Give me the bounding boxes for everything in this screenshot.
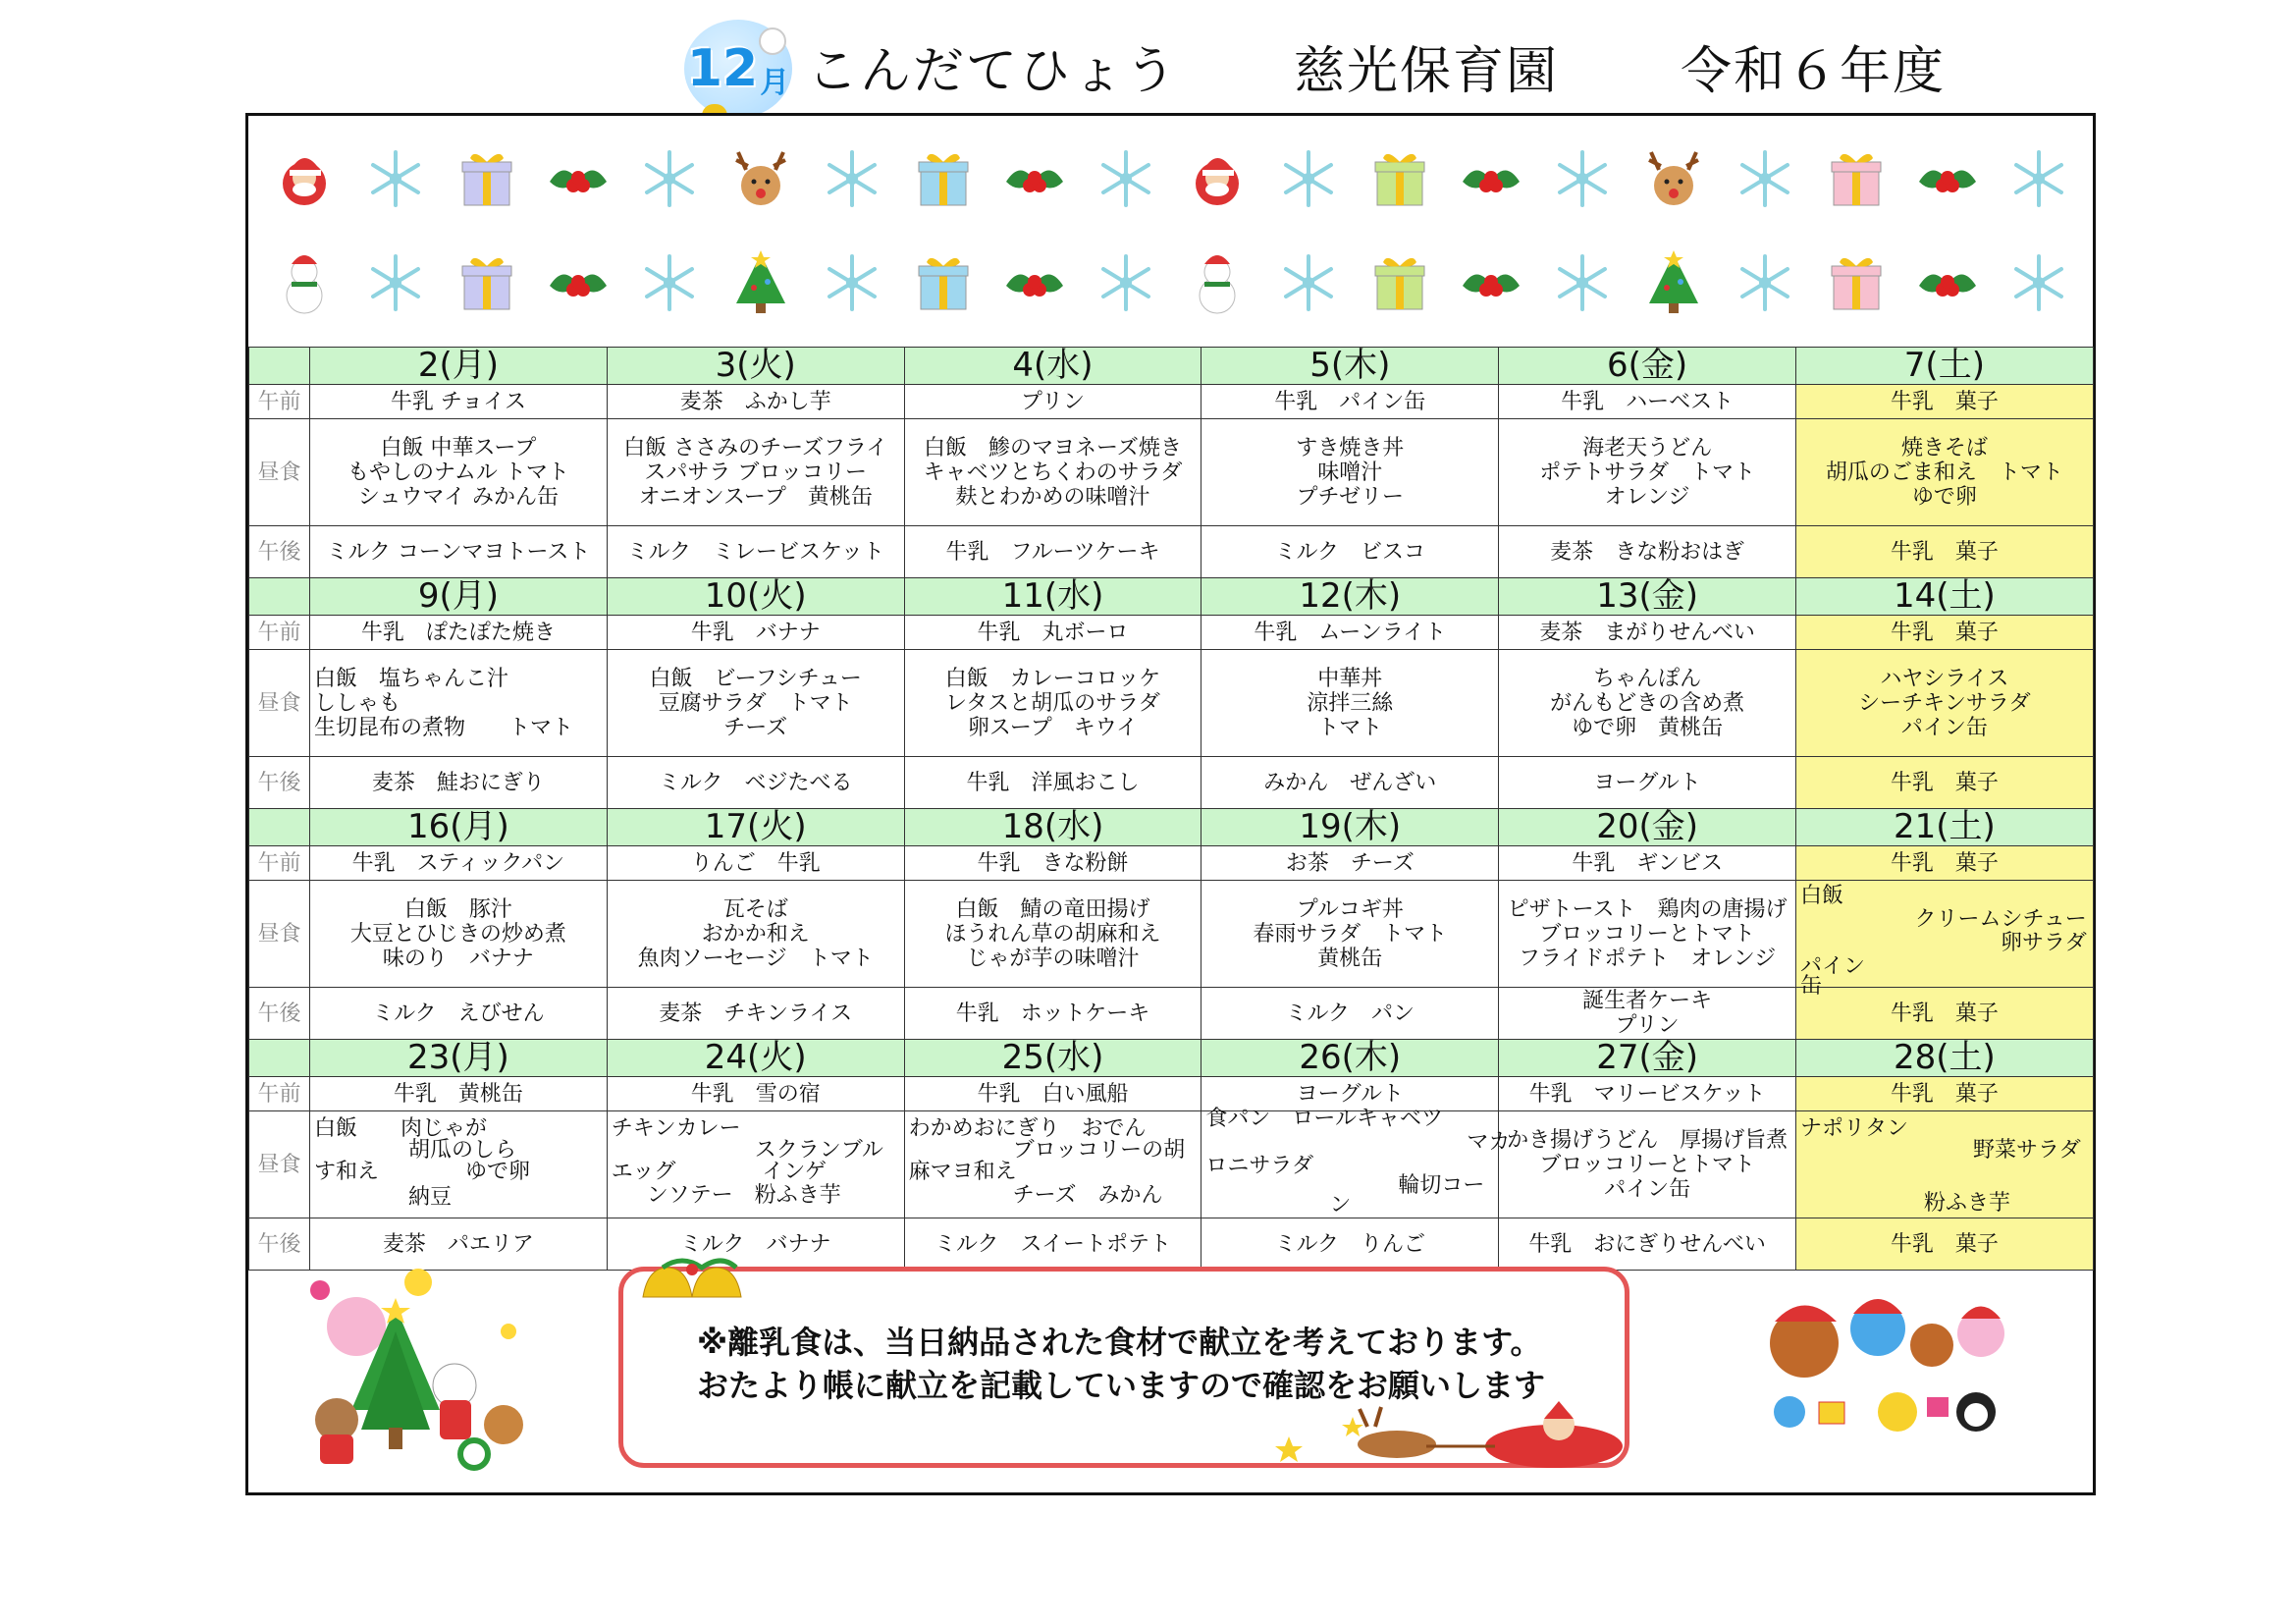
day-date: 27(金) (1499, 1040, 1796, 1077)
row-label-pm: 午後 (249, 1218, 310, 1271)
lunch-cell (904, 881, 1201, 988)
pm-cell: ミルク ビスコ (1201, 526, 1499, 578)
snowflake-icon (635, 248, 704, 317)
christmas-decoration-band (248, 116, 2093, 347)
lunch-item: ちゃんぽん (1593, 666, 1702, 691)
school-name: 慈光保育園 (1294, 42, 1560, 101)
pm-cell: 牛乳 ホットケーキ (904, 988, 1201, 1040)
lunch-cell (1499, 1111, 1796, 1218)
lunch-item: パイン (1799, 954, 1865, 979)
lunch-item: 瓦そば (722, 896, 788, 922)
am-row (249, 846, 2094, 881)
am-cell: 牛乳 ムーンライト (1201, 616, 1499, 650)
notice-line-1: ※離乳食は、当日納品された食材で献立を考えております。 (697, 1324, 1542, 1361)
am-cell: 牛乳 パイン缶 (1201, 385, 1499, 419)
snowflake-icon (818, 144, 886, 213)
lunch-item: 生切昆布の煮物 トマト (314, 715, 574, 740)
pm-cell: 牛乳 菓子 (1795, 988, 2093, 1040)
lunch-item: レタスと胡瓜のサラダ (945, 690, 1160, 716)
lunch-cell (310, 1111, 608, 1218)
day-date: 20(金) (1499, 809, 1796, 846)
am-cell: 牛乳 ぽたぽた焼き (310, 616, 608, 650)
lunch-cell (1201, 881, 1499, 988)
santa-icon (1183, 144, 1252, 213)
lunch-item: フライドポテト オレンジ (1518, 946, 1777, 971)
gift-icon (909, 144, 978, 213)
day-date: 12(木) (1201, 578, 1499, 616)
lunch-item: プルコギ丼 (1296, 896, 1404, 922)
am-cell: 牛乳 菓子 (1795, 1077, 2093, 1111)
day-date: 18(水) (904, 809, 1201, 846)
lunch-cell (1795, 881, 2093, 999)
lunch-item: じゃが芋の味噌汁 (966, 946, 1140, 971)
lunch-item: 大豆とひじきの炒め煮 (349, 921, 566, 947)
lunch-item: シュウマイ みかん缶 (357, 484, 559, 510)
lunch-item: 白飯 豚汁 (403, 896, 512, 922)
holly-icon (1457, 144, 1525, 213)
pm-cell: 麦茶 きな粉おはぎ (1499, 526, 1796, 578)
row-label-am: 午前 (249, 846, 310, 881)
day-date: 2(月) (310, 348, 608, 385)
pm-cell: 牛乳 おにぎりせんべい (1499, 1218, 1796, 1271)
santa-icon (270, 144, 339, 213)
lunch-item: 海老天うどん (1582, 435, 1713, 460)
am-cell: プリン (904, 385, 1201, 419)
gift-icon (909, 248, 978, 317)
day-date: 16(月) (310, 809, 608, 846)
day-date: 26(木) (1201, 1040, 1499, 1077)
reindeer-icon (1639, 144, 1708, 213)
pm-cell: ミルク ベジたべる (607, 757, 904, 809)
am-cell: 牛乳 菓子 (1795, 616, 2093, 650)
holly-icon (1913, 144, 1982, 213)
gift-icon (453, 248, 521, 317)
reindeer-icon (726, 144, 795, 213)
am-cell: 牛乳 丸ボーロ (904, 616, 1201, 650)
snowflake-icon (361, 144, 430, 213)
day-date: 17(火) (607, 809, 904, 846)
pm-cell: 麦茶 鮭おにぎり (310, 757, 608, 809)
lunch-cell (310, 419, 608, 526)
snowflake-icon (2004, 248, 2073, 317)
lunch-item: 焼きそば (1900, 435, 1988, 460)
lunch-cell (310, 650, 608, 757)
lunch-item: ししゃも (314, 690, 401, 716)
lunch-item: キャベツとちくわのサラダ (923, 460, 1183, 485)
lunch-item: 輪切コー (1398, 1173, 1485, 1198)
lunch-row (249, 1111, 2094, 1218)
snowman-icon (270, 248, 339, 317)
holly-icon (1000, 144, 1069, 213)
row-label-am: 午前 (249, 616, 310, 650)
decoration-row-bottom (258, 234, 2084, 332)
bottom-area (248, 1245, 2093, 1492)
sleigh-icon (1259, 1397, 1652, 1476)
lunch-item: ン (1329, 1193, 1352, 1218)
page-header (0, 14, 2296, 112)
row-label-lunch: 昼食 (249, 881, 310, 988)
lunch-item: 白飯 塩ちゃんこ汁 (314, 666, 509, 691)
lunch-item: エッグ インゲ (611, 1160, 827, 1184)
lunch-item: 食パン ロールキャベツ (1205, 1107, 1443, 1131)
lunch-cell (607, 881, 904, 988)
lunch-cell (904, 419, 1201, 526)
lunch-item: 卵サラダ (2001, 931, 2087, 955)
fiscal-year: 令和６年度 (1681, 42, 1947, 101)
snowflake-icon (818, 248, 886, 317)
lunch-item: 白飯 鯖の竜田揚げ (955, 896, 1150, 922)
holly-icon (544, 144, 613, 213)
day-date: 3(火) (607, 348, 904, 385)
row-label-lunch: 昼食 (249, 1111, 310, 1218)
lunch-item: おかか和え (701, 921, 810, 947)
lunch-cell (904, 650, 1201, 757)
lunch-item: 麻マヨ和え (908, 1160, 1017, 1184)
holly-icon (1457, 248, 1525, 317)
lunch-cell (1499, 881, 1796, 988)
day-date: 5(木) (1201, 348, 1499, 385)
lunch-item: プチゼリー (1296, 484, 1405, 510)
row-label-lunch: 昼食 (249, 650, 310, 757)
lunch-item: ンソテー 粉ふき芋 (646, 1183, 841, 1208)
day-date: 11(水) (904, 578, 1201, 616)
day-date: 24(火) (607, 1040, 904, 1077)
row-label-am: 午前 (249, 1077, 310, 1111)
am-row (249, 1077, 2094, 1111)
pm-cell: ミルク パン (1201, 988, 1499, 1040)
day-date: 13(金) (1499, 578, 1796, 616)
row-label-blank (249, 809, 310, 846)
pm-cell: ヨーグルト (1499, 757, 1796, 809)
day-date: 10(火) (607, 578, 904, 616)
lunch-item: 白飯 (1799, 884, 1843, 908)
lunch-item: マカ (1467, 1130, 1511, 1155)
am-cell: りんご 牛乳 (607, 846, 904, 881)
date-row (249, 1040, 2094, 1077)
lunch-item: 涼拌三絲 (1307, 690, 1394, 716)
am-cell: 麦茶 ふかし芋 (607, 385, 904, 419)
lunch-row (249, 650, 2094, 757)
lunch-item: パイン缶 (1900, 715, 1988, 740)
lunch-item: 白飯 鯵のマヨネーズ焼き (924, 435, 1182, 460)
am-cell: 牛乳 チョイス (310, 385, 608, 419)
am-cell: 牛乳 ハーベスト (1499, 385, 1796, 419)
lunch-cell (904, 1111, 1201, 1218)
snowflake-icon (1731, 248, 1799, 317)
date-row (249, 348, 2094, 385)
tree-icon (726, 248, 795, 317)
day-date: 7(土) (1795, 348, 2093, 385)
lunch-item: ポテトサラダ トマト (1539, 460, 1755, 485)
day-date: 9(月) (310, 578, 608, 616)
gift-icon (1822, 248, 1891, 317)
am-cell: ヨーグルト (1201, 1077, 1499, 1111)
lunch-item: ゆで卵 (1911, 484, 1977, 510)
day-date: 6(金) (1499, 348, 1796, 385)
am-cell: 牛乳 きな粉餅 (904, 846, 1201, 881)
pm-cell: ミルク ミレービスケット (607, 526, 904, 578)
lunch-item: ハヤシライス (1880, 666, 2009, 691)
day-date: 14(土) (1795, 578, 2093, 616)
pm-item: 誕生者ケーキ (1582, 989, 1713, 1013)
lunch-row (249, 881, 2094, 988)
row-label-pm: 午後 (249, 757, 310, 809)
am-cell: 牛乳 ギンビス (1499, 846, 1796, 881)
lunch-item: もやしのナムル トマト (347, 460, 569, 485)
day-date: 23(月) (310, 1040, 608, 1077)
lunch-row (249, 419, 2094, 526)
snowflake-icon (1548, 144, 1617, 213)
lunch-item: ほうれん草の胡麻和え (944, 921, 1161, 947)
lunch-item: 粉ふき芋 (1923, 1191, 2010, 1216)
am-cell: 牛乳 菓子 (1795, 385, 2093, 419)
lunch-item: がんもどきの含め煮 (1550, 690, 1745, 716)
am-cell: お茶 チーズ (1201, 846, 1499, 881)
lunch-item: ブロッコリーとトマト (1539, 921, 1755, 947)
lunch-item: スパサラ ブロッコリー (644, 460, 867, 485)
lunch-cell (607, 650, 904, 757)
lunch-item: ロニサラダ (1205, 1154, 1314, 1178)
day-date: 19(木) (1201, 809, 1499, 846)
menu-frame (245, 113, 2096, 1495)
notice-line-2: おたより帳に献立を記載していますので確認をお願いします (697, 1367, 1546, 1404)
tree-icon (1639, 248, 1708, 317)
snowflake-icon (1274, 248, 1343, 317)
snowman-icon (759, 27, 786, 55)
lunch-cell (607, 1111, 904, 1218)
row-label-lunch: 昼食 (249, 419, 310, 526)
lunch-item: 麸とわかめの味噌汁 (955, 484, 1150, 510)
am-row (249, 616, 2094, 650)
month-suffix: 月 (760, 66, 790, 100)
gift-icon (1365, 248, 1434, 317)
am-cell: 牛乳 黄桃缶 (310, 1077, 608, 1111)
pm-cell: 牛乳 菓子 (1795, 757, 2093, 809)
pm-cell: ミルク スイートポテト (904, 1218, 1201, 1271)
lunch-cell (1795, 419, 2093, 526)
lunch-item: 豆腐サラダ トマト (658, 690, 853, 716)
lunch-item: ナポリタン (1799, 1116, 1908, 1141)
lunch-item: ブロッコリーの胡 (1012, 1138, 1186, 1163)
lunch-cell (1499, 419, 1796, 526)
lunch-item: スクランブル (754, 1138, 883, 1163)
am-cell: 麦茶 まがりせんべい (1499, 616, 1796, 650)
lunch-item: チキンカレー (611, 1116, 741, 1141)
pm-cell: 麦茶 チキンライス (607, 988, 904, 1040)
date-row (249, 578, 2094, 616)
page-title: こんだてひょう (807, 42, 1179, 101)
pm-row (249, 757, 2094, 809)
pm-cell: みかん ぜんざい (1201, 757, 1499, 809)
snowflake-icon (635, 144, 704, 213)
lunch-cell (607, 419, 904, 526)
pm-cell: 牛乳 洋風おこし (904, 757, 1201, 809)
row-label-blank (249, 1040, 310, 1077)
snowman-icon (1183, 248, 1252, 317)
lunch-cell (1795, 650, 2093, 757)
holly-icon (1000, 248, 1069, 317)
lunch-item: ピザトースト 鶏肉の唐揚げ (1507, 896, 1788, 922)
row-label-pm: 午後 (249, 988, 310, 1040)
lunch-item: 胡瓜のしら (408, 1138, 517, 1163)
lunch-cell (1795, 1111, 2093, 1218)
am-cell: 牛乳 マリービスケット (1499, 1077, 1796, 1111)
lunch-item: ブロッコリーとトマト (1539, 1152, 1755, 1177)
lunch-item: オレンジ (1604, 484, 1690, 510)
lunch-cell (1201, 1107, 1511, 1218)
am-cell: 牛乳 菓子 (1795, 846, 2093, 881)
decoration-row-top (258, 130, 2084, 228)
pm-cell: 牛乳 菓子 (1795, 526, 2093, 578)
lunch-item: 缶 (1799, 974, 1822, 999)
pm-item: プリン (1615, 1013, 1680, 1038)
lunch-item: チーズ みかん (1012, 1183, 1163, 1208)
pm-cell: 牛乳 フルーツケーキ (904, 526, 1201, 578)
lunch-cell (1201, 650, 1499, 757)
snowflake-icon (1274, 144, 1343, 213)
lunch-item: パイン缶 (1604, 1176, 1691, 1202)
lunch-item: 白飯 肉じゃが (314, 1116, 488, 1141)
row-label-am: 午前 (249, 385, 310, 419)
lunch-item: 野菜サラダ (1972, 1138, 2081, 1163)
day-date: 21(土) (1795, 809, 2093, 846)
lunch-item: オニオンスープ 黄桃缶 (638, 484, 873, 510)
gift-icon (453, 144, 521, 213)
notice-text (697, 1321, 1545, 1407)
lunch-item: わかめおにぎり おでん (908, 1116, 1147, 1141)
holly-icon (544, 248, 613, 317)
day-date: 4(水) (904, 348, 1201, 385)
month-number: 12 (686, 39, 759, 98)
lunch-item: 納豆 (408, 1185, 453, 1210)
pm-row (249, 526, 2094, 578)
lunch-item: 中華丼 (1317, 666, 1383, 691)
lunch-item: 白飯 カレーコロッケ (944, 666, 1161, 691)
gift-icon (1822, 144, 1891, 213)
snowflake-icon (1731, 144, 1799, 213)
lunch-item: 味のり バナナ (382, 946, 534, 971)
lunch-cell (1201, 419, 1499, 526)
lunch-item: 黄桃缶 (1317, 946, 1383, 971)
christmas-animals-right-illustration (1750, 1274, 2045, 1471)
lunch-item: チーズ (723, 715, 788, 740)
pm-cell: ミルク えびせん (310, 988, 608, 1040)
pm-cell: 牛乳 菓子 (1795, 1218, 2093, 1271)
month-badge (684, 20, 792, 118)
lunch-item: 味噌汁 (1317, 460, 1383, 485)
lunch-item: 白飯 ささみのチーズフライ (623, 435, 888, 460)
am-cell: 牛乳 雪の宿 (607, 1077, 904, 1111)
day-date: 28(土) (1795, 1040, 2093, 1077)
lunch-item: 卵スープ キウイ (967, 715, 1139, 740)
lunch-item: 春雨サラダ トマト (1253, 921, 1448, 947)
lunch-cell (1499, 650, 1796, 757)
lunch-item: クリームシチュー (1914, 907, 2087, 932)
am-row (249, 385, 2094, 419)
row-label-pm: 午後 (249, 526, 310, 578)
gift-icon (1365, 144, 1434, 213)
lunch-item: かき揚げうどん 厚揚げ旨煮 (1507, 1127, 1789, 1153)
am-cell: 牛乳 白い風船 (904, 1077, 1201, 1111)
pm-cell: 麦茶 パエリア (310, 1218, 608, 1271)
holly-icon (1913, 248, 1982, 317)
lunch-item: 白飯 中華スープ (380, 435, 537, 460)
lunch-item: 胡瓜のごま和え トマト (1825, 460, 2063, 485)
lunch-item: す和え ゆで卵 (314, 1160, 531, 1184)
date-row (249, 809, 2094, 846)
lunch-item: トマト (1317, 715, 1383, 740)
day-date: 25(水) (904, 1040, 1201, 1077)
lunch-item: すき焼き丼 (1296, 435, 1405, 460)
lunch-cell (310, 881, 608, 988)
row-label-blank (249, 578, 310, 616)
am-cell: 牛乳 スティックパン (310, 846, 608, 881)
snowflake-icon (1548, 248, 1617, 317)
pm-cell: ミルク バナナ (607, 1218, 904, 1271)
snowflake-icon (361, 248, 430, 317)
lunch-item: 白飯 ビーフシチュー (649, 666, 862, 691)
lunch-item: シーチキンサラダ (1858, 690, 2031, 716)
snowflake-icon (2004, 144, 2073, 213)
menu-table (248, 347, 2094, 1271)
row-label-blank (249, 348, 310, 385)
am-cell: 牛乳 バナナ (607, 616, 904, 650)
lunch-item: 魚肉ソーセージ トマト (637, 946, 874, 971)
pm-cell: ミルク りんご (1201, 1218, 1499, 1271)
bells-icon (623, 1258, 771, 1307)
pm-cell (1499, 988, 1796, 1040)
snowflake-icon (1092, 248, 1160, 317)
christmas-animals-left-illustration (302, 1263, 558, 1474)
lunch-item: ゆで卵 黄桃缶 (1572, 715, 1724, 740)
pm-cell: ミルク コーンマヨトースト (310, 526, 608, 578)
snowflake-icon (1092, 144, 1160, 213)
